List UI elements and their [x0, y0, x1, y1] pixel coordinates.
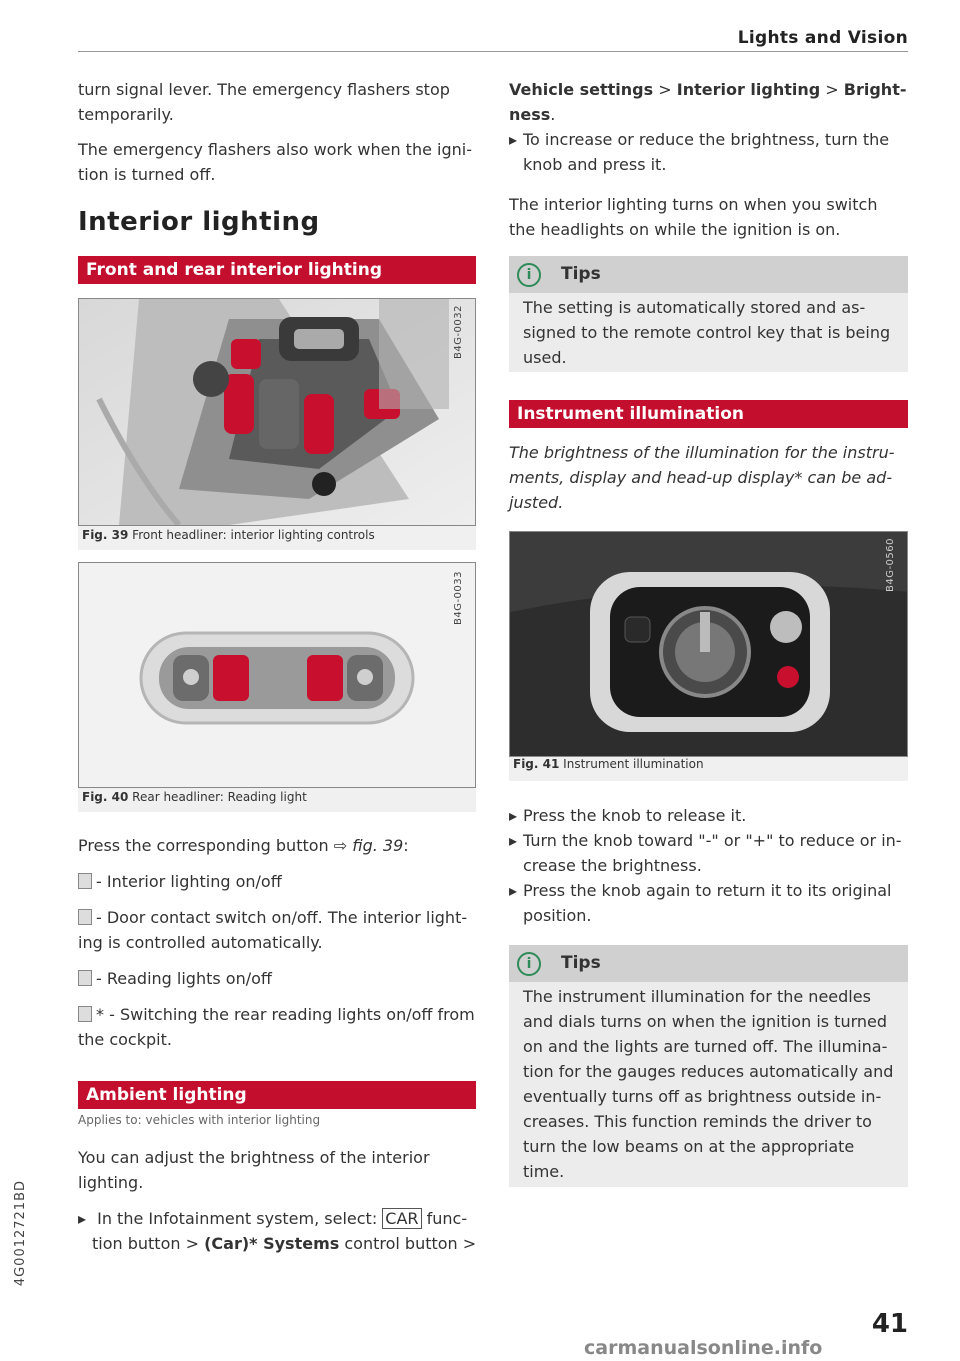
figure-41 [509, 531, 908, 781]
instrument-intro: The brightness of the illumination for the instru-ments, display and head-up display* can be ad-justed. [509, 443, 895, 512]
applies-note: Applies to: vehicles with interior lighting [78, 1113, 321, 1127]
intro-paragraph-1: turn signal lever. The emergency flashers stop temporarily. [78, 80, 450, 124]
item-1-text: - Interior lighting on/off [96, 872, 282, 891]
light-switch-image [509, 531, 908, 757]
section-bar-instrument: Instrument illumination [509, 400, 908, 428]
car-systems-label: (Car)* Systems [204, 1234, 340, 1253]
figure-40-number: Fig. 40 [82, 790, 129, 804]
figure-39-caption [78, 526, 476, 550]
item-3-text: - Reading lights on/off [96, 969, 272, 988]
infot-pre: In the Infotainment system, select: [97, 1209, 378, 1228]
rear-headliner-image [78, 562, 476, 788]
rear-reading-icon [78, 1006, 92, 1022]
infot-end: control button > [344, 1234, 477, 1253]
turn-on-paragraph: The interior lighting turns on when you switch the headlights on while the ignition is on. [509, 195, 878, 239]
figure-39-text: Front headliner: interior lighting controls [132, 528, 375, 542]
figure-40-caption [78, 788, 476, 812]
info-icon: i [517, 952, 541, 976]
press-button-paragraph [78, 833, 476, 858]
knob-step-2: ▸ Turn the knob toward "-" or "+" to reduce or in-crease the brightness. [509, 828, 922, 878]
tips-label-2: Tips [561, 953, 601, 973]
item-door-contact [78, 905, 476, 955]
brightness-step: ▸ To increase or reduce the brightness, turn the knob and press it. [509, 127, 922, 177]
item-4-text: * - Switching the rear reading lights on/off from the cockpit. [78, 1005, 475, 1049]
figure-40-text: Rear headliner: Reading light [132, 790, 307, 804]
ambient-paragraph: You can adjust the brightness of the interior lighting. [78, 1148, 430, 1192]
infotainment-step [78, 1206, 490, 1256]
item-2-text: - Door contact switch on/off. The interior light-ing is controlled automatically. [78, 908, 468, 952]
section-title: Lights and Vision [737, 28, 908, 48]
header-rule [78, 51, 908, 52]
intro-paragraph-2: The emergency flashers also work when the igni-tion is turned off. [78, 140, 472, 184]
tips-header-1 [509, 256, 908, 293]
figure-39-number: Fig. 39 [82, 528, 129, 542]
tips-label-1: Tips [561, 264, 601, 284]
figure-40-code: B4G-0033 [453, 571, 464, 626]
interior-light-icon [78, 873, 92, 889]
section-bar-ambient: Ambient lighting [78, 1081, 476, 1109]
settings-path: Vehicle settings > Interior lighting > Bright-ness. [509, 80, 907, 124]
figure-39 [78, 298, 476, 550]
figure-39-code: B4G-0032 [453, 305, 464, 360]
page-number: 41 [871, 1309, 908, 1339]
item-interior-lighting [78, 869, 476, 894]
path-interior-lighting: Interior lighting [676, 80, 821, 99]
tips-body-2: The instrument illumination for the needles and dials turns on when the ignition is turned on and the lights are turned off. The illumina-tion for the gauges reduces automatically and eventually turns off as brightness outside in-creases. This function reminds the driver to turn the low beams on at the appropriate time. [523, 987, 894, 1181]
tips-box-1 [509, 256, 908, 372]
path-vehicle-settings: Vehicle settings [509, 80, 654, 99]
tips-box-2 [509, 945, 908, 1187]
fig-39-link[interactable]: fig. 39 [352, 836, 404, 855]
figure-41-caption [509, 755, 908, 781]
press-text: Press the corresponding button ⇨ [78, 836, 348, 855]
tips-body-1: The setting is automatically stored and as-signed to the remote control key that is being used. [523, 298, 891, 367]
reading-light-icon [78, 970, 92, 986]
figure-41-number: Fig. 41 [513, 757, 560, 771]
car-button: CAR [382, 1208, 421, 1229]
heading-interior-lighting: Interior lighting [78, 207, 320, 237]
figure-41-text: Instrument illumination [563, 757, 704, 771]
watermark: carmanualsonline.info [584, 1337, 823, 1359]
figure-40 [78, 562, 476, 812]
figure-41-code: B4G-0560 [885, 538, 896, 593]
item-reading-lights [78, 966, 476, 991]
press-colon: : [403, 836, 409, 855]
tips-header-2 [509, 945, 908, 982]
front-headliner-image [78, 298, 476, 526]
infot-post: func-tion button > [92, 1209, 468, 1253]
knob-step-1: ▸ Press the knob to release it. [509, 803, 922, 828]
item-rear-reading [78, 1002, 476, 1052]
knob-step-3: ▸ Press the knob again to return it to its original position. [509, 878, 922, 928]
document-code: 4G0012721BD [13, 1180, 28, 1287]
info-icon: i [517, 263, 541, 287]
door-contact-icon [78, 909, 92, 925]
section-bar-front-rear: Front and rear interior lighting [78, 256, 476, 284]
path-brightness: Bright-ness [509, 80, 907, 124]
